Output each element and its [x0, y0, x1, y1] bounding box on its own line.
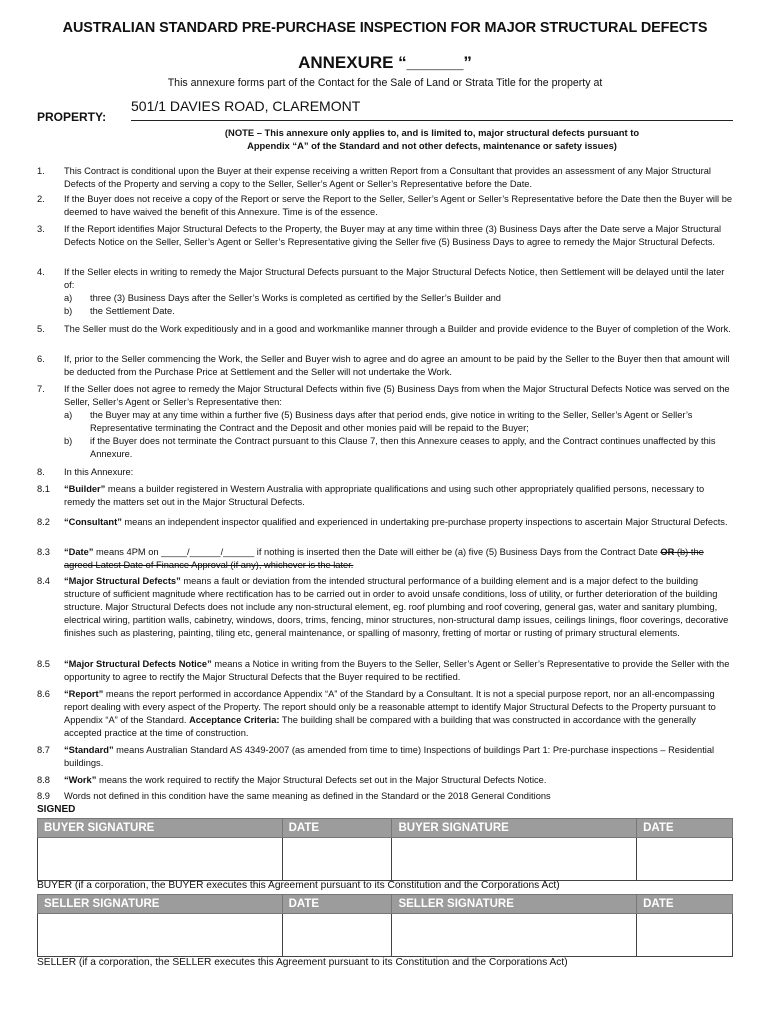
clause-7-number: 7.	[37, 384, 45, 394]
annexure-heading: ANNEXURE “______”	[298, 53, 472, 72]
clause-6-number: 6.	[37, 354, 45, 364]
buyer-date-header-1: DATE	[282, 819, 392, 838]
note-line-2: Appendix “A” of the Standard and not other defects, maintenance or safety issues)	[247, 140, 617, 151]
clause-8-8-number: 8.8	[37, 775, 50, 785]
clause-3: If the Report identifies Major Structural Defects to the Property, the Buyer may at any time within three (3) Business Days after the Date serve a Major Structural Defects Notice on the Seller, Seller’s Agent or Seller’s Representative giving the Seller five (5) Business Days to agree to remedy the Major Structural Defects.	[64, 224, 722, 247]
buyer-signature-table	[37, 818, 733, 881]
clause-7-b	[64, 435, 734, 461]
clause-8-6-text-2: The building shall be compared with a building that was constructed in accordance with the generally accepted practice at the time of construction.	[64, 714, 696, 738]
clause-8: In this Annexure:	[64, 467, 134, 477]
clause-8-4-number: 8.4	[37, 576, 50, 586]
seller-date-header-1: DATE	[282, 895, 392, 914]
clause-7-text: If the Seller does not agree to remedy the Major Structural Defects within five (5) Business Days from when the Major Structural Defects Notice was served on the Seller, Seller’s Agent or Seller’s Representative then:	[64, 384, 730, 407]
seller-date-field-1[interactable]	[282, 914, 392, 957]
clause-7-a-label: a)	[64, 409, 73, 420]
clause-7	[64, 383, 734, 460]
clause-7-a	[64, 409, 734, 435]
clause-3-number: 3.	[37, 224, 45, 234]
clause-8-5-number: 8.5	[37, 659, 50, 669]
clause-8-8	[64, 774, 734, 787]
clause-6: If, prior to the Seller commencing the Work, the Seller and Buyer wish to agree and do agree an amount to be paid by the Seller to the Buyer then that amount will be deducted from the Purchase Price at Settlement and the Seller will not undertake the Work.	[64, 354, 730, 377]
term-date: “Date”	[64, 547, 94, 557]
clause-4-b-text: the Settlement Date.	[90, 305, 175, 316]
signed-label: SIGNED	[37, 804, 76, 815]
seller-signature-field-2[interactable]	[392, 914, 637, 957]
clause-8-5	[64, 658, 734, 684]
seller-signature-header-1: SELLER SIGNATURE	[38, 895, 283, 914]
clause-4-text: If the Seller elects in writing to remedy the Major Structural Defects pursuant to the Major Structural Defects Notice, then Settlement will be delayed until the later of:	[64, 267, 725, 290]
note-line-1: (NOTE – This annexure only applies to, and is limited to, major structural defects pursuant to	[224, 127, 640, 138]
clause-8-2	[64, 516, 734, 529]
buyer-signature-field-1[interactable]	[38, 838, 283, 881]
clause-8-3-text: means 4PM on _____/______/______ if nothing is inserted then the Date will either be (a) five (5) Business Days from the Contract Date	[93, 547, 658, 557]
clause-8-9: Words not defined in this condition have the same meaning as defined in the Standard or the 2018 General Conditions	[64, 791, 551, 801]
seller-date-field-2[interactable]	[637, 914, 733, 957]
clause-8-4	[64, 575, 734, 640]
clause-4-a-text: three (3) Business Days after the Seller’s Works is completed as certified by the Seller’s Builder and	[90, 292, 501, 303]
seller-date-header-2: DATE	[637, 895, 733, 914]
clause-8-3-struck: (b) the agreed Latest Date of Finance Approval (if any), whichever is the later.	[64, 547, 704, 570]
clause-8-6-number: 8.6	[37, 689, 50, 699]
clause-4	[64, 266, 734, 318]
clause-8-1-text: means a builder registered in Western Australia with appropriate qualifications and using such other appropriately qualified persons, necessary to remedy the matters set out in the Major Structural Defects.	[64, 484, 705, 507]
clause-2-number: 2.	[37, 194, 45, 204]
term-acceptance-criteria: Acceptance Criteria:	[189, 714, 280, 725]
clause-8-5-text: means a Notice in writing from the Buyers to the Seller, Seller’s Agent or Seller’s Representative to provide the Seller with the opportunity to agree to rectify the Major Structural Defects that the Buyer required to be rectified.	[64, 659, 730, 682]
term-report: “Report”	[64, 689, 104, 699]
buyer-signature-field-2[interactable]	[392, 838, 637, 881]
clause-8-1	[64, 483, 734, 509]
buyer-signature-header-1: BUYER SIGNATURE	[38, 819, 283, 838]
term-major-structural-defects: “Major Structural Defects”	[64, 576, 181, 586]
property-address: 501/1 DAVIES ROAD, CLAREMONT	[131, 98, 361, 114]
clause-8-3-number: 8.3	[37, 547, 50, 557]
clause-8-4-text: means a fault or deviation from the intended structural performance of a building element and is a major defect to the building structure of sufficient magnitude where rectification has to be carried out in order to avoid unsafe conditions, loss of utility, or further deterioration of the building structure. Major Structural Defects does not include any non-structural element, eg. roof plumbing and roof covering, general gas, water and sanitary plumbing, electrical wiring, partition walls, cabinetry, windows, doors, trims, fencing, minor structures, non-structural damp issues, ceilings linings, floor coverings, decorative finishes such as plastering, painting, tiling etc, general maintenance, or spalling of masonry, fretting of mortar or rusting of primary structural elements.	[64, 576, 729, 638]
clause-8-7	[64, 744, 734, 770]
seller-caption: SELLER (if a corporation, the SELLER executes this Agreement pursuant to its Constitution and the Corporations Act)	[37, 957, 568, 968]
term-builder: “Builder”	[64, 484, 106, 494]
clause-8-1-number: 8.1	[37, 484, 50, 494]
clause-8-2-text: means an independent inspector qualified and experienced in undertaking pre-purchase property inspections to ascertain Major Structural Defects.	[121, 517, 728, 527]
buyer-date-header-2: DATE	[637, 819, 733, 838]
clause-8-6-text: means the report performed in accordance Appendix “A” of the Standard by a Consultant. It is not a special purpose report, nor an all-encompassing report dealing with every aspect of the Property. The report should only be a reasonable attempt to identify Major Structural Defects to the Property pursuant to Appendix “A” of the Standard.	[64, 689, 716, 725]
term-standard: “Standard”	[64, 745, 114, 755]
buyer-signature-header-2: BUYER SIGNATURE	[392, 819, 637, 838]
clause-7-b-text: if the Buyer does not terminate the Contract pursuant to this Clause 7, then this Annexure ceases to apply, and the Contract continues unaffected by this Annexure.	[90, 435, 716, 459]
clause-8-7-text: means Australian Standard AS 4349-2007 (as amended from time to time) Inspections of buildings Part 1: Pre-purchase inspections – Residential buildings.	[64, 745, 715, 768]
note-text	[131, 126, 733, 152]
clause-4-b	[64, 305, 734, 318]
document-title: AUSTRALIAN STANDARD PRE-PURCHASE INSPECTION FOR MAJOR STRUCTURAL DEFECTS	[62, 20, 708, 36]
clause-4-number: 4.	[37, 267, 45, 277]
buyer-date-field-2[interactable]	[637, 838, 733, 881]
property-underline	[131, 120, 733, 121]
term-work: “Work”	[64, 775, 97, 785]
clause-8-number: 8.	[37, 467, 45, 477]
term-consultant: “Consultant”	[64, 517, 122, 527]
clause-8-3	[64, 546, 734, 572]
clause-7-b-label: b)	[64, 435, 73, 446]
intro-text: This annexure forms part of the Contact for the Sale of Land or Strata Title for the property at	[167, 77, 603, 89]
seller-signature-header-2: SELLER SIGNATURE	[392, 895, 637, 914]
clause-2: If the Buyer does not receive a copy of the Report or serve the Report to the Seller, Seller’s Agent or Seller’s Representative before the Date then the Buyer will be deemed to have waived the benefit of this Annexure. Time is of the essence.	[64, 194, 733, 217]
clause-8-7-number: 8.7	[37, 745, 50, 755]
term-msd-notice: “Major Structural Defects Notice”	[64, 659, 212, 669]
clause-7-a-text: the Buyer may at any time within a further five (5) Business days after that period ends, give notice in writing to the Seller, Seller’s Agent or Seller’s Representative terminating the Contract and the Deposit and other monies paid will be repaid to the Buyer;	[90, 409, 693, 433]
buyer-caption: BUYER (if a corporation, the BUYER executes this Agreement pursuant to its Constitution and the Corporations Act)	[37, 880, 560, 891]
seller-signature-field-1[interactable]	[38, 914, 283, 957]
clause-5-number: 5.	[37, 324, 45, 334]
clause-8-3-or: OR	[660, 547, 675, 557]
clause-8-6	[64, 688, 734, 740]
clause-8-9-number: 8.9	[37, 791, 50, 801]
clause-1: This Contract is conditional upon the Buyer at their expense receiving a written Report from a Consultant that provides an assessment of any Major Structural Defects of the Property and serving a copy to the Seller, Seller’s Agent or Seller’s Representative before the Date.	[64, 166, 711, 189]
clause-1-number: 1.	[37, 166, 45, 176]
buyer-date-field-1[interactable]	[282, 838, 392, 881]
clause-5: The Seller must do the Work expeditiously and in a good and workmanlike manner through a Builder and provide evidence to the Buyer of completion of the Work.	[64, 324, 731, 334]
clause-8-8-text: means the work required to rectify the Major Structural Defects set out in the Major Structural Defects Notice.	[96, 775, 547, 785]
clause-4-a-label: a)	[64, 292, 73, 303]
seller-signature-table	[37, 894, 733, 957]
clause-8-2-number: 8.2	[37, 517, 50, 527]
clause-4-b-label: b)	[64, 305, 73, 316]
clause-4-a	[64, 292, 734, 305]
property-label: PROPERTY:	[37, 110, 107, 124]
